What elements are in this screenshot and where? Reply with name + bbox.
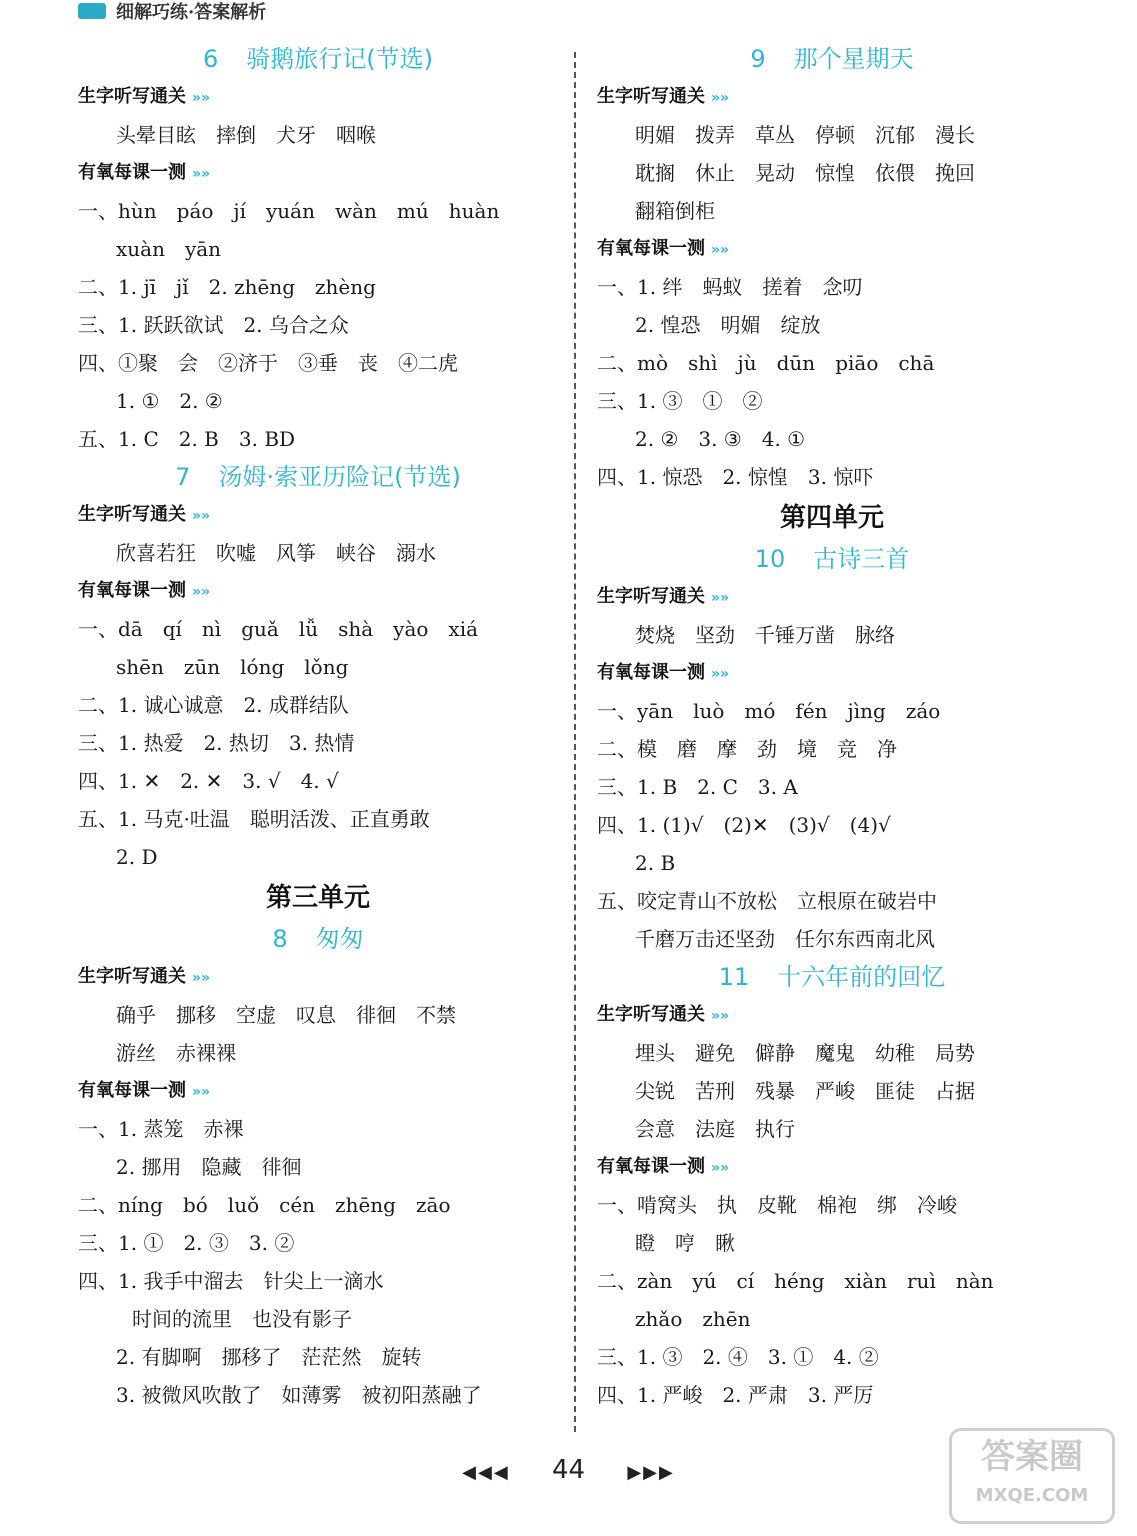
double-chevron-icon: »» <box>711 1160 730 1176</box>
answer-line: 五、1. C 2. B 3. BD <box>78 427 296 451</box>
answer-line: 明媚 拨弄 草丛 停顿 沉郁 漫长 <box>635 123 975 147</box>
answer-line: 千磨万击还坚劲 任尔东西南北风 <box>635 927 935 951</box>
lesson-number: 9 <box>750 45 766 73</box>
exercise-heading <box>78 1072 558 1110</box>
lesson-number: 6 <box>202 45 219 73</box>
double-chevron-icon: »» <box>192 970 211 986</box>
answer-line: 会意 法庭 执行 <box>635 1117 795 1141</box>
unit-title: 第三单元 <box>265 883 370 913</box>
answer-line: 四、①聚 会 ②济于 ③垂 丧 ④二虎 <box>78 351 458 375</box>
answer-line: 2. D <box>116 845 158 869</box>
prev-arrows-icon: ◀◀◀ <box>462 1462 510 1483</box>
exercise-heading <box>597 578 1067 616</box>
exercise-heading <box>597 230 1067 268</box>
exercise-heading-label: 生字听写通关 <box>78 966 186 987</box>
answer-line: 一、dā qí nì guǎ lǚ shà yào xiá <box>78 617 479 641</box>
answer-line: 游丝 赤裸裸 <box>116 1041 236 1065</box>
lesson-name: 古诗三首 <box>813 545 910 573</box>
exercise-heading-label: 有氧每课一测 <box>78 162 186 183</box>
exercise-heading <box>78 572 558 610</box>
exercise-heading-label: 生字听写通关 <box>597 1004 705 1025</box>
answer-line: 二、1. 诚心诚意 2. 成群结队 <box>78 693 349 717</box>
answer-line: 四、1. 我手中溜去 针尖上一滴水 <box>78 1269 384 1293</box>
left-column <box>78 40 558 1414</box>
answer-line: 埋头 避免 僻静 魔鬼 幼稚 局势 <box>635 1041 975 1065</box>
next-arrows-icon: ▶▶▶ <box>627 1462 675 1483</box>
answer-line: 二、mò shì jù dūn piāo chā <box>597 351 935 375</box>
exercise-heading-label: 生字听写通关 <box>597 86 705 107</box>
answer-line: 三、1. B 2. C 3. A <box>597 775 798 799</box>
answer-line: shēn zūn lóng lǒng <box>116 655 349 679</box>
exercise-heading-label: 有氧每课一测 <box>78 580 186 601</box>
right-column <box>597 40 1067 1414</box>
exercise-heading-label: 有氧每课一测 <box>597 1156 705 1177</box>
exercise-heading <box>597 996 1067 1034</box>
header-title: 细解巧练·答案解析 <box>116 2 267 23</box>
lesson-number: 7 <box>175 463 191 491</box>
answer-line: 时间的流里 也没有影子 <box>132 1307 352 1331</box>
answer-line: 三、1. ③ 2. ④ 3. ① 4. ② <box>597 1345 879 1369</box>
exercise-heading <box>78 154 558 192</box>
answer-line: 三、1. ① 2. ③ 3. ② <box>78 1231 295 1255</box>
answer-line: 翻箱倒柜 <box>635 199 715 223</box>
lesson-title <box>597 40 1067 78</box>
double-chevron-icon: »» <box>711 666 730 682</box>
answer-line: 确乎 挪移 空虚 叹息 徘徊 不禁 <box>116 1003 456 1027</box>
answer-line: 一、啃窝头 执 皮靴 棉袍 绑 冷峻 <box>597 1193 957 1217</box>
exercise-heading <box>78 496 558 534</box>
answer-line: 一、hùn páo jí yuán wàn mú huàn <box>78 199 500 223</box>
answer-line: 三、1. 跃跃欲试 2. 乌合之众 <box>78 313 349 337</box>
answer-line: 一、1. 蒸笼 赤裸 <box>78 1117 244 1141</box>
answer-line: zhǎo zhēn <box>635 1307 751 1331</box>
double-chevron-icon: »» <box>711 242 730 258</box>
unit-title: 第四单元 <box>779 503 884 533</box>
answer-line: 三、1. 热爱 2. 热切 3. 热情 <box>78 731 355 755</box>
page-header <box>78 0 266 22</box>
lesson-number: 11 <box>718 963 750 991</box>
answer-line: 四、1. (1)√ (2)✕ (3)√ (4)√ <box>597 813 891 837</box>
answer-line: 二、zàn yú cí héng xiàn ruì nàn <box>597 1269 994 1293</box>
double-chevron-icon: »» <box>192 508 211 524</box>
answer-line: 二、níng bó luǒ cén zhēng zāo <box>78 1193 451 1217</box>
exercise-heading-label: 有氧每课一测 <box>78 1080 186 1101</box>
answer-line: 二、模 磨 摩 劲 境 竞 净 <box>597 737 897 761</box>
double-chevron-icon: »» <box>711 590 730 606</box>
answer-line: 2. 惶恐 明媚 绽放 <box>635 313 821 337</box>
answer-line: 五、咬定青山不放松 立根原在破岩中 <box>597 889 937 913</box>
lesson-name: 匆匆 <box>315 925 364 953</box>
answer-line: 五、1. 马克·吐温 聪明活泼、正直勇敢 <box>78 807 430 831</box>
lesson-name: 十六年前的回忆 <box>777 963 946 991</box>
answer-line: 耽搁 休止 晃动 惊惶 依偎 挽回 <box>635 161 975 185</box>
answer-line: 一、1. 绊 蚂蚁 搓着 念叨 <box>597 275 863 299</box>
answer-line: 一、yān luò mó fén jìng záo <box>597 699 941 723</box>
answer-line: 尖锐 苦刑 残暴 严峻 匪徒 占据 <box>635 1079 975 1103</box>
exercise-heading <box>597 78 1067 116</box>
exercise-heading <box>597 1148 1067 1186</box>
answer-line: 头晕目眩 摔倒 犬牙 咽喉 <box>116 123 376 147</box>
watermark-logo <box>949 1428 1115 1524</box>
lesson-name: 那个星期天 <box>793 45 914 73</box>
answer-line: 2. B <box>635 851 676 875</box>
page-number: 44 <box>551 1455 586 1485</box>
answer-line: 焚烧 坚劲 千锤万凿 脉络 <box>635 623 895 647</box>
answer-line: xuàn yān <box>116 237 222 261</box>
exercise-heading <box>78 958 558 996</box>
double-chevron-icon: »» <box>192 166 211 182</box>
answer-line: 三、1. ③ ① ② <box>597 389 763 413</box>
exercise-heading-label: 有氧每课一测 <box>597 238 705 259</box>
answer-line: 2. 挪用 隐藏 徘徊 <box>116 1155 302 1179</box>
answer-line: 四、1. ✕ 2. ✕ 3. √ 4. √ <box>78 769 339 793</box>
double-chevron-icon: »» <box>711 1008 730 1024</box>
lesson-title <box>78 458 558 496</box>
exercise-heading-label: 生字听写通关 <box>78 504 186 525</box>
answer-line: 四、1. 严峻 2. 严肃 3. 严厉 <box>597 1383 874 1407</box>
lesson-name: 汤姆·索亚历险记(节选) <box>218 463 461 491</box>
answer-line: 3. 被微风吹散了 如薄雾 被初阳蒸融了 <box>116 1383 482 1407</box>
exercise-heading <box>78 78 558 116</box>
watermark-text: 答案圈 <box>981 1437 1083 1477</box>
lesson-name: 骑鹅旅行记(节选) <box>246 45 433 73</box>
lesson-title <box>597 958 1067 996</box>
answer-line: 2. 有脚啊 挪移了 茫茫然 旋转 <box>116 1345 422 1369</box>
answer-line: 2. ② 3. ③ 4. ① <box>635 427 806 451</box>
lesson-title <box>78 40 558 78</box>
double-chevron-icon: »» <box>192 1084 211 1100</box>
watermark-domain: MXQE.COM <box>975 1485 1089 1506</box>
lesson-title <box>597 540 1067 578</box>
double-chevron-icon: »» <box>711 90 730 106</box>
lesson-title <box>78 920 558 958</box>
lesson-number: 10 <box>754 545 786 573</box>
lesson-number: 8 <box>272 925 288 953</box>
answer-line: 瞪 哼 瞅 <box>635 1231 735 1255</box>
exercise-heading <box>597 654 1067 692</box>
double-chevron-icon: »» <box>192 90 211 106</box>
answer-line: 二、1. jī jǐ 2. zhēng zhèng <box>78 275 376 299</box>
answer-line: 四、1. 惊恐 2. 惊惶 3. 惊吓 <box>597 465 874 489</box>
double-chevron-icon: »» <box>192 584 211 600</box>
book-logo-icon <box>78 3 106 19</box>
answer-line: 1. ① 2. ② <box>116 389 223 413</box>
exercise-heading-label: 有氧每课一测 <box>597 662 705 683</box>
exercise-heading-label: 生字听写通关 <box>78 86 186 107</box>
answer-line: 欣喜若狂 吹嘘 风筝 峡谷 溺水 <box>116 541 436 565</box>
column-divider <box>574 52 576 1432</box>
exercise-heading-label: 生字听写通关 <box>597 586 705 607</box>
